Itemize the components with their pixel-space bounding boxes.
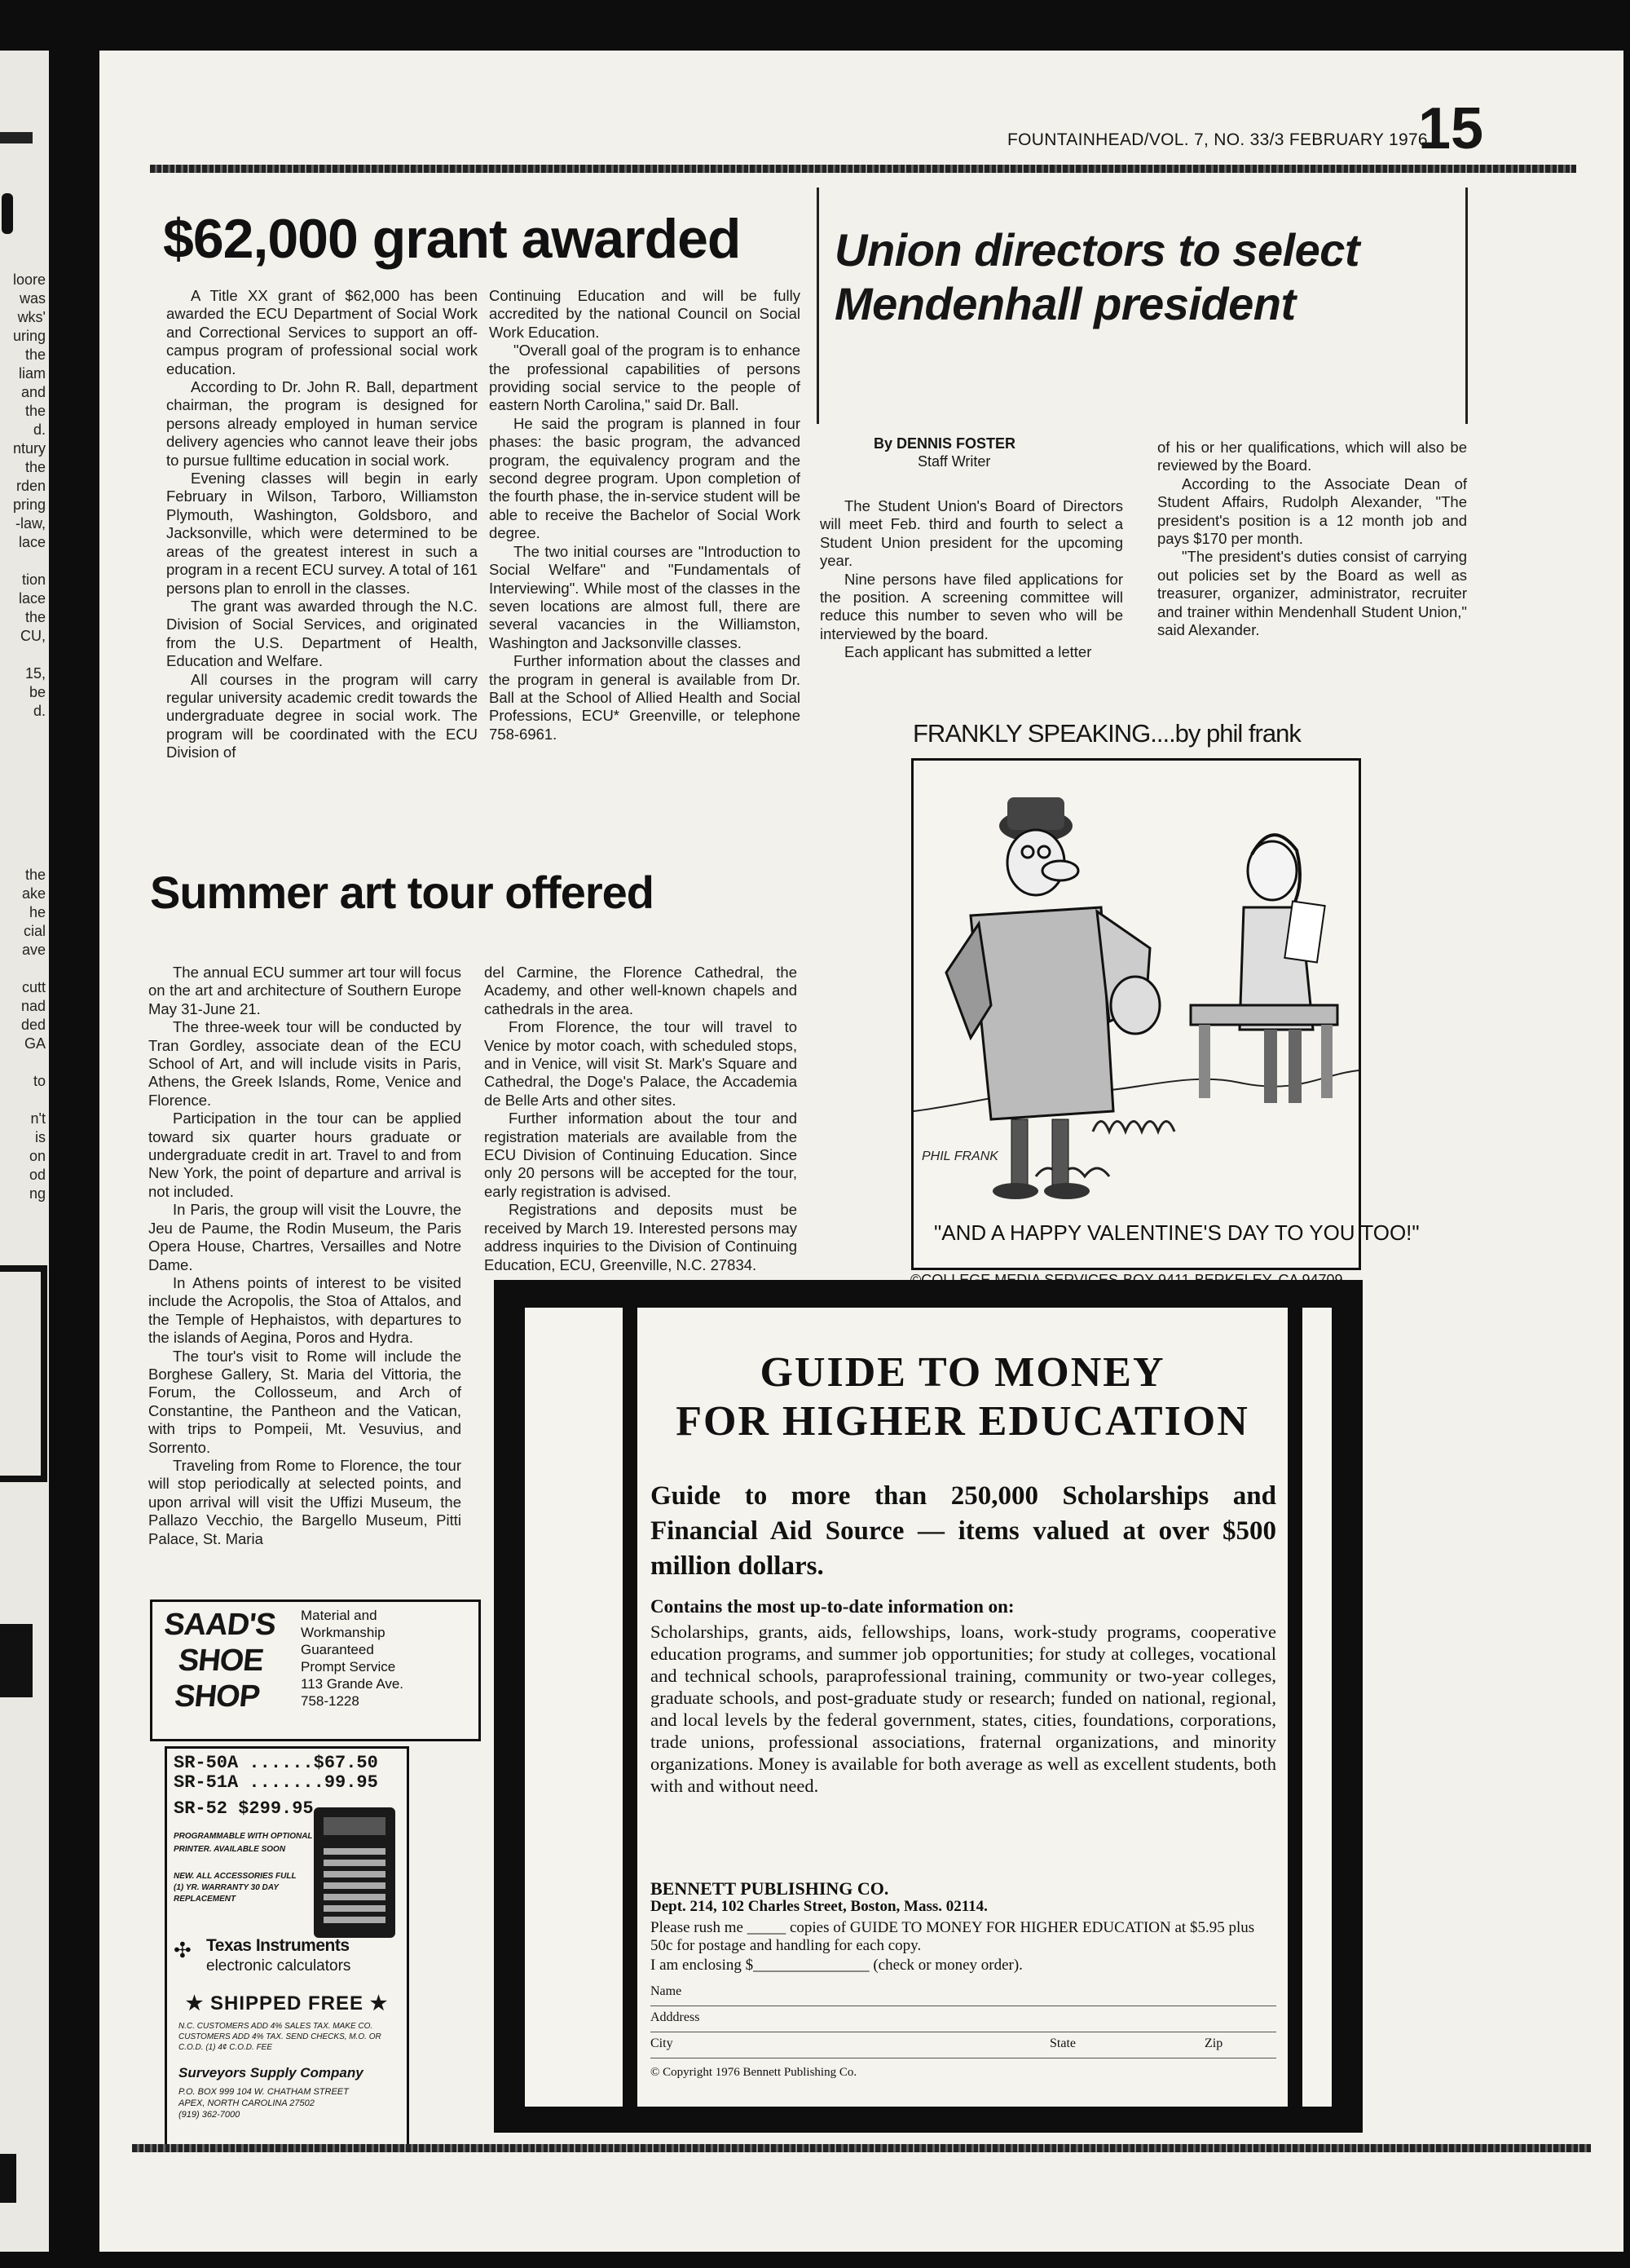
prev-page-fragment: ded xyxy=(20,1017,46,1033)
guide-ad-copyright: © Copyright 1976 Bennett Publishing Co. xyxy=(650,2066,857,2079)
prev-page-fragment: cutt xyxy=(21,979,46,995)
prev-page-fragment: liam xyxy=(18,365,46,382)
woman-figure xyxy=(1191,835,1337,1103)
saads-name xyxy=(155,1607,277,1714)
prev-page-fragment: GA xyxy=(24,1035,46,1052)
union-headline-line-1: Union directors to select xyxy=(835,224,1360,276)
ti-address-line: APEX, NORTH CAROLINA 27502 xyxy=(178,2098,315,2108)
paragraph: The annual ECU summer art tour will focus on the art and architecture of Southern Europe May 31-June 21. xyxy=(148,964,461,1017)
prev-page-fragment: to xyxy=(33,1073,46,1089)
union-col-2 xyxy=(1157,439,1467,639)
ti-company: Surveyors Supply Company xyxy=(178,2065,363,2080)
guide-ad-contains: Contains the most up-to-date information on: xyxy=(650,1596,1015,1617)
union-byline-role: Staff Writer xyxy=(918,453,991,470)
prev-page-fragment: lace xyxy=(18,590,46,607)
prev-page-fragment: the xyxy=(24,403,46,419)
ti-shipped-free: ★ SHIPPED FREE ★ xyxy=(185,1992,389,2014)
prev-page-fragment: was xyxy=(19,290,46,307)
grant-headline: $62,000 grant awarded xyxy=(163,208,741,270)
name-label: Name xyxy=(650,1984,682,1998)
prev-page-fragment: n't xyxy=(30,1110,46,1127)
ti-price-line: SR-51A .......99.95 xyxy=(174,1772,378,1793)
paragraph: Continuing Education and will be fully accredited by the national Council on Social Work Education. xyxy=(489,287,800,341)
prev-page-fragment: tion xyxy=(21,571,46,588)
prev-page-fragment: is xyxy=(35,1129,46,1145)
guide-ad-right-bar xyxy=(1288,1308,1302,2107)
prev-page-fragment: ntury xyxy=(12,440,46,457)
prev-page-fragment: uring xyxy=(12,328,46,344)
paragraph: Evening classes will begin in early February in Wilson, Tarboro, Williamston Plymouth, Washington, Goldsboro, and Jacksonville, which were determined to be areas of the greatest interest in such a program in a recent ECU survey. A total of 161 persons plan to enroll in the classes. xyxy=(166,470,478,597)
guide-ad-enclosing: I am enclosing $_______________ (check or money order). xyxy=(650,1957,1023,1974)
prev-page-fragment: the xyxy=(24,609,46,625)
prev-page-fragment: ake xyxy=(21,885,46,902)
saads-name-line: SHOE xyxy=(176,1644,265,1678)
city-state-zip-field[interactable] xyxy=(650,2036,1276,2058)
grant-col-2 xyxy=(489,287,800,743)
prev-page-fragment: ng xyxy=(29,1185,46,1202)
prev-page-fragment: nad xyxy=(20,998,46,1014)
paragraph: "Overall goal of the program is to enhance the professional capabilities of persons providing social service to the people of eastern North Carolina," said Dr. Ball. xyxy=(489,342,800,414)
guide-ad-subhead: Guide to more than 250,000 Scholarships and Financial Aid Source — items valued at over $500 million dollars. xyxy=(650,1481,1276,1581)
paragraph: He said the program is planned in four phases: the basic program, the advanced program, the equivalency program and the second degree program. Upon completion of the fourth phase, the in-service student will be able to receive the Bachelor of Social Work degree. xyxy=(489,414,800,542)
paragraph: In Athens points of interest to be visited include the Acropolis, the Stoa of Attalos, and the Temple of Hephaistos, with departures to the islands of Aegina, Poros and Hydra. xyxy=(148,1273,461,1347)
guide-ad-publisher: BENNETT PUBLISHING CO. xyxy=(650,1878,889,1899)
paragraph: Nine persons have filed applications for the position. A screening committee will reduce this number to seven who will be interviewed by the board. xyxy=(820,570,1123,642)
prev-page-fragment: ave xyxy=(21,942,46,958)
paragraph: The three-week tour will be conducted by Tran Gordley, associate dean of the ECU School of Art, and will include visits in Paris, Athens, the Greek Islands, Rome, Venice and Florence. xyxy=(148,1018,461,1109)
paragraph: Participation in the tour can be applied toward six quarter hours graduate or undergraduate credit in art. Travel to and from New York, the point of departure and arrival is not included. xyxy=(148,1110,461,1200)
ti-tax-note: N.C. CUSTOMERS ADD 4% SALES TAX. MAKE CO. CUSTOMERS ADD 4% TAX. SEND CHECKS, M.O. OR C.O.D. (1) 4¢ C.O.D. FEE xyxy=(178,2022,381,2052)
union-byline: By DENNIS FOSTER xyxy=(874,435,1016,452)
name-field[interactable] xyxy=(650,1984,1276,2006)
cartoon-drawing xyxy=(914,761,1420,1268)
prev-page-fragment: CU, xyxy=(20,628,46,644)
saads-shoe-shop-ad xyxy=(150,1600,481,1741)
grant-col-1 xyxy=(166,287,478,762)
newspaper-page xyxy=(99,51,1623,2252)
ti-brand-sub: electronic calculators xyxy=(206,1957,351,1975)
ti-phone: (919) 362-7000 xyxy=(178,2110,240,2120)
paragraph: of his or her qualifications, which will also be reviewed by the Board. xyxy=(1157,439,1467,474)
paragraph: Further information about the classes and the program in general is available from Dr. Ball at the School of Allied Health and Social Professions, ECU* Greenville, or telephone 758-6961. xyxy=(489,652,800,743)
ti-logo-icon: ✣ xyxy=(174,1938,192,1962)
ti-note: PRINTER. AVAILABLE SOON xyxy=(174,1845,286,1854)
paragraph: A Title XX grant of $62,000 has been awarded the ECU Department of Social Work and Correctional Services to support an off-campus program of professional social work education. xyxy=(166,287,478,377)
art-col-1 xyxy=(148,964,461,1548)
union-left-rule xyxy=(817,188,819,424)
address-label: Adddress xyxy=(650,2010,700,2024)
saads-name-line: SHOP xyxy=(173,1679,262,1714)
guide-title-line: FOR HIGHER EDUCATION xyxy=(676,1398,1249,1445)
prev-page-ad-block xyxy=(0,1624,33,1697)
prev-page-fragment: 15, xyxy=(24,665,46,682)
union-headline-line-2: Mendenhall president xyxy=(835,278,1296,329)
masthead-line: FOUNTAINHEAD/VOL. 7, NO. 33/3 FEBRUARY 1976 xyxy=(1007,130,1428,149)
paragraph: del Carmine, the Florence Cathedral, the Academy, and other well-known chapels and cathedrals in the area. xyxy=(484,964,797,1017)
paragraph: According to the Associate Dean of Student Affairs, Rudolph Alexander, "The president's position is a 12 month job and pays $170 per month. xyxy=(1157,474,1467,548)
header-rule xyxy=(150,165,1576,173)
union-col-1 xyxy=(820,497,1123,662)
prev-page-ad-box xyxy=(0,1265,47,1482)
union-headline xyxy=(835,223,1359,331)
cartoon-panel xyxy=(911,758,1420,1270)
prev-page-fragment: the xyxy=(24,867,46,883)
paragraph: The two initial courses are "Introduction to Social Welfare" and "Fundamentals of Interviewing". While most of the classes in the seven locations are almost full, there are several vacancies in the Williamston, Washington and Jacksonville classes. xyxy=(489,542,800,651)
calculator-image xyxy=(314,1807,395,1938)
guide-ad-body: Scholarships, grants, aids, fellowships, loans, work-study programs, cooperative education programs, and summer job opportunities; for study at colleges, vocational and technical schools, paraprofessional training, community or two-year colleges, graduate schools, and post-graduate study or research; funded on national, regional, and local levels by the federal government, states, cities, foundations, corporations, trade unions, professional associations, fraternal organizations, and minority organizations. Money is available for both average as well as excellent students, both with and without need. xyxy=(650,1622,1276,1796)
prev-page-fragment: the xyxy=(24,346,46,363)
paragraph: According to Dr. John R. Ball, department chairman, the program is designed for persons already employed in human service delivery agencies who cannot leave their jobs to pursue fulltime education in social work. xyxy=(166,378,478,469)
prev-page-fragment: od xyxy=(29,1167,46,1183)
saads-detail-line: Guaranteed xyxy=(301,1642,374,1657)
guide-title-line: GUIDE TO MONEY xyxy=(760,1349,1165,1396)
prev-page-fragment: lace xyxy=(18,534,46,550)
paragraph: The Student Union's Board of Directors will meet Feb. third and fourth to select a Student Union president for the upcoming year. xyxy=(820,497,1123,570)
ti-price-line: SR-52 $299.95 xyxy=(174,1798,314,1819)
saads-detail-line: 758-1228 xyxy=(301,1693,359,1709)
ti-accessories: NEW. ALL ACCESSORIES FULL (1) YR. WARRANTY 30 DAY REPLACEMENT xyxy=(174,1872,297,1904)
prev-page-fragment: cial xyxy=(23,923,46,939)
ti-address xyxy=(178,2086,349,2120)
ti-calculator-ad xyxy=(165,1746,409,2151)
ti-notes xyxy=(174,1830,313,1856)
page-number: 15 xyxy=(1418,96,1484,161)
prev-page-fragment: d. xyxy=(33,703,46,719)
cartoon-caption: "AND A HAPPY VALENTINE'S DAY TO YOU TOO!" xyxy=(934,1220,1420,1245)
paragraph: The tour's visit to Rome will include the Borghese Gallery, St. Maria del Vittoria, the Forum, the Collosseum, and Arch of Constantine, the Pantheon and the Vatican, with trips to Pompeii, Mt. Vesuvius, and Sorrento. xyxy=(148,1347,461,1456)
prev-page-fragment: -law, xyxy=(15,515,46,532)
ti-address-line: P.O. BOX 999 104 W. CHATHAM STREET xyxy=(178,2087,349,2097)
prev-page-fragment: be xyxy=(29,684,46,700)
saads-detail-line: Material and xyxy=(301,1608,377,1623)
ti-note: PROGRAMMABLE WITH OPTIONAL xyxy=(174,1832,313,1841)
paragraph: All courses in the program will carry regular university academic credit towards the undergraduate degree in social work. The program will be coordinated with the ECU Division of xyxy=(166,670,478,761)
prev-page-fragment: rden xyxy=(15,478,46,494)
saads-detail-line: Prompt Service xyxy=(301,1659,396,1675)
cartoon-title: FRANKLY SPEAKING....by phil frank xyxy=(913,719,1301,748)
paragraph: Traveling from Rome to Florence, the tour will stop periodically at selected points, and upon arrival will visit the Uffizi Museum, the Pallazo Vecchio, the Bargello Museum, Pitti Palace, St. Maria xyxy=(148,1456,461,1547)
prev-page-rule xyxy=(0,132,33,143)
art-headline: Summer art tour offered xyxy=(150,867,654,918)
calculator-display xyxy=(324,1817,385,1835)
paragraph: The grant was awarded through the N.C. Division of Social Services, and originated from the U.S. Department of Health, Education and Welfare. xyxy=(166,597,478,670)
union-right-rule xyxy=(1465,188,1468,424)
prev-page-ad-block-2 xyxy=(0,2154,16,2203)
saads-detail-line: Workmanship xyxy=(301,1625,385,1640)
paragraph: In Paris, the group will visit the Louvre, the Jeu de Paume, the Rodin Museum, the Paris Opera House, Chartres, Versailles and Notre Dame. xyxy=(148,1201,461,1273)
man-figure xyxy=(946,797,1160,1199)
previous-page-edge xyxy=(0,51,49,2252)
prev-page-fragment: loore xyxy=(12,271,46,288)
paragraph: "The president's duties consist of carrying out policies set by the Board as well as treasurer, organizer, administrator, recruiter and trainer within Mendenhall Student Union," said Alexander. xyxy=(1157,548,1467,639)
state-label: State xyxy=(1050,2036,1076,2050)
prev-page-fragment: wks' xyxy=(17,309,46,325)
saads-name-line: SAAD'S xyxy=(162,1608,277,1642)
paragraph: From Florence, the tour will travel to Venice by motor coach, with scheduled stops, and in Venice, will visit St. Mark's Square and Cathedral, the Doge's Palace, the Accademia de Belle Arts and other sites. xyxy=(484,1018,797,1109)
saads-detail-line: 113 Grande Ave. xyxy=(301,1676,404,1692)
address-field[interactable] xyxy=(650,2010,1276,2032)
footer-rule xyxy=(132,2144,1591,2152)
city-label: City xyxy=(650,2036,673,2050)
ti-price-line: SR-50A ......$67.50 xyxy=(174,1753,378,1773)
ti-brand: Texas Instruments xyxy=(206,1936,350,1955)
calculator-keypad xyxy=(324,1843,385,1928)
prev-page-fragment: and xyxy=(20,384,46,400)
paragraph: Further information about the tour and registration materials are available from the ECU Division of Continuing Education. Since only 20 persons will be accepted for the tour, early registration is advised. xyxy=(484,1110,797,1200)
prev-page-fragment: pring xyxy=(12,496,46,513)
prev-page-fragment: d. xyxy=(33,421,46,438)
cartoon-signature: PHIL FRANK xyxy=(922,1149,998,1163)
art-col-2 xyxy=(484,964,797,1274)
guide-ad-address: Dept. 214, 102 Charles Street, Boston, Mass. 02114. xyxy=(650,1898,988,1915)
guide-ad-title xyxy=(637,1348,1288,1446)
guide-ad-content xyxy=(637,1308,1288,2107)
prev-page-fragment: he xyxy=(29,904,46,920)
prev-page-fragment: on xyxy=(29,1148,46,1164)
guide-ad-left-bar xyxy=(623,1308,637,2107)
prev-page-fragment: the xyxy=(24,459,46,475)
zip-label: Zip xyxy=(1205,2036,1223,2050)
paragraph: Each applicant has submitted a letter xyxy=(844,643,1092,661)
guide-ad-order-text: Please rush me _____ copies of GUIDE TO MONEY FOR HIGHER EDUCATION at $5.95 plus 50c for postage and handling for each copy. xyxy=(650,1919,1255,1954)
saads-details xyxy=(301,1607,403,1710)
paragraph: Registrations and deposits must be received by March 19. Interested persons may address inquiries to the Division of Continuing Education, ECU, Greenville, N.C. 27834. xyxy=(484,1201,797,1273)
prev-page-headline-fragment xyxy=(2,193,13,234)
